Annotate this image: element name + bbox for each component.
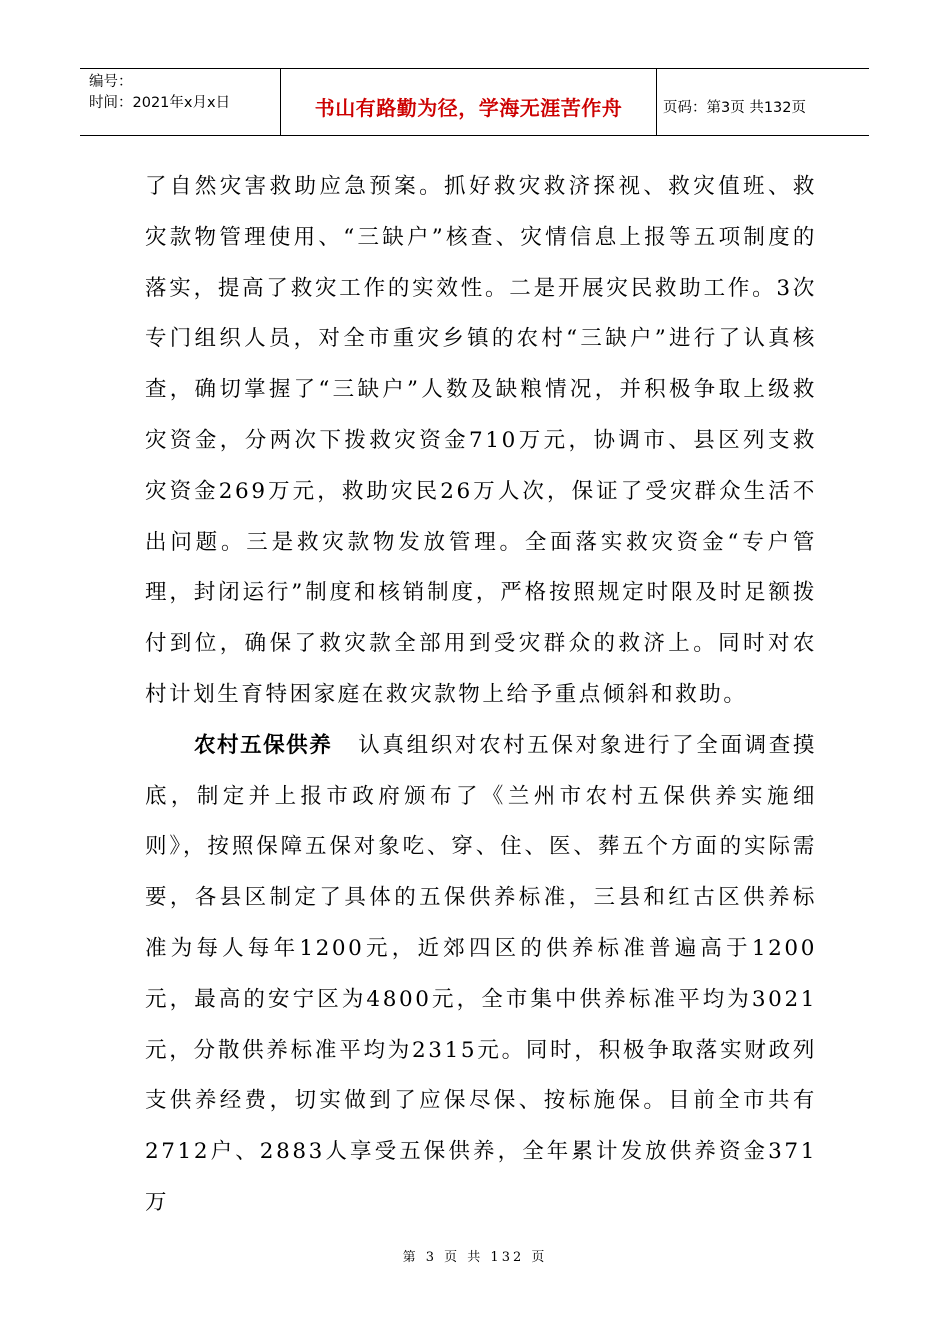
document-body [145, 162, 817, 1229]
header-page-cell [657, 69, 869, 135]
page-footer: 第 3 页 共 132 页 [402, 1250, 548, 1265]
header-motto: 书山有路勤为径，学海无涯苦作舟 [314, 95, 623, 120]
document-number-label: 编号： [89, 74, 133, 90]
body-paragraph-rural-five-guarantees [145, 721, 817, 1229]
header-motto-cell [281, 69, 657, 135]
document-header [80, 68, 869, 136]
document-date: 时间：2021年x月x日 [89, 95, 231, 111]
header-page-info: 页码：第3页 共132页 [663, 99, 807, 116]
body-paragraph: 了自然灾害救助应急预案。抓好救灾救济探视、救灾值班、救灾款物管理使用、“三缺户”核查、灾情信息上报等五项制度的落实，提高了救灾工作的实效性。二是开展灾民救助工作。3次专门组织人员，对全市重灾乡镇的农村“三缺户”进行了认真核查，确切掌握了“三缺户”人数及缺粮情况，并积极争取上级救灾资金，分两次下拨救灾资金710万元，协调市、县区列支救灾资金269万元，救助灾民26万人次，保证了受灾群众生活不出问题。三是救灾款物发放管理。全面落实救灾资金“专户管理，封闭运行”制度和核销制度，严格按照规定时限及时足额拨付到位，确保了救灾款全部用到受灾群众的救济上。同时对农村计划生育特困家庭在救灾款物上给予重点倾斜和救助。 [145, 174, 817, 707]
paragraph-heading: 农村五保供养 [194, 732, 333, 758]
paragraph-text: 认真组织对农村五保对象进行了全面调查摸底，制定并上报市政府颁布了《兰州市农村五保供养实施细则》，按照保障五保对象吃、穿、住、医、葬五个方面的实际需要，各县区制定了具体的五保供养标准，三县和红古区供养标准为每人每年1200元，近郊四区的供养标准普遍高于1200元，最高的安宁区为4800元，全市集中供养标准平均为3021元，分散供养标准平均为2315元。同时，积极争取落实财政列支供养经费，切实做到了应保尽保、按标施保。目前全市共有2712户、2883人享受五保供养，全年累计发放供养资金371万 [145, 732, 817, 1215]
header-meta-cell [80, 69, 281, 135]
